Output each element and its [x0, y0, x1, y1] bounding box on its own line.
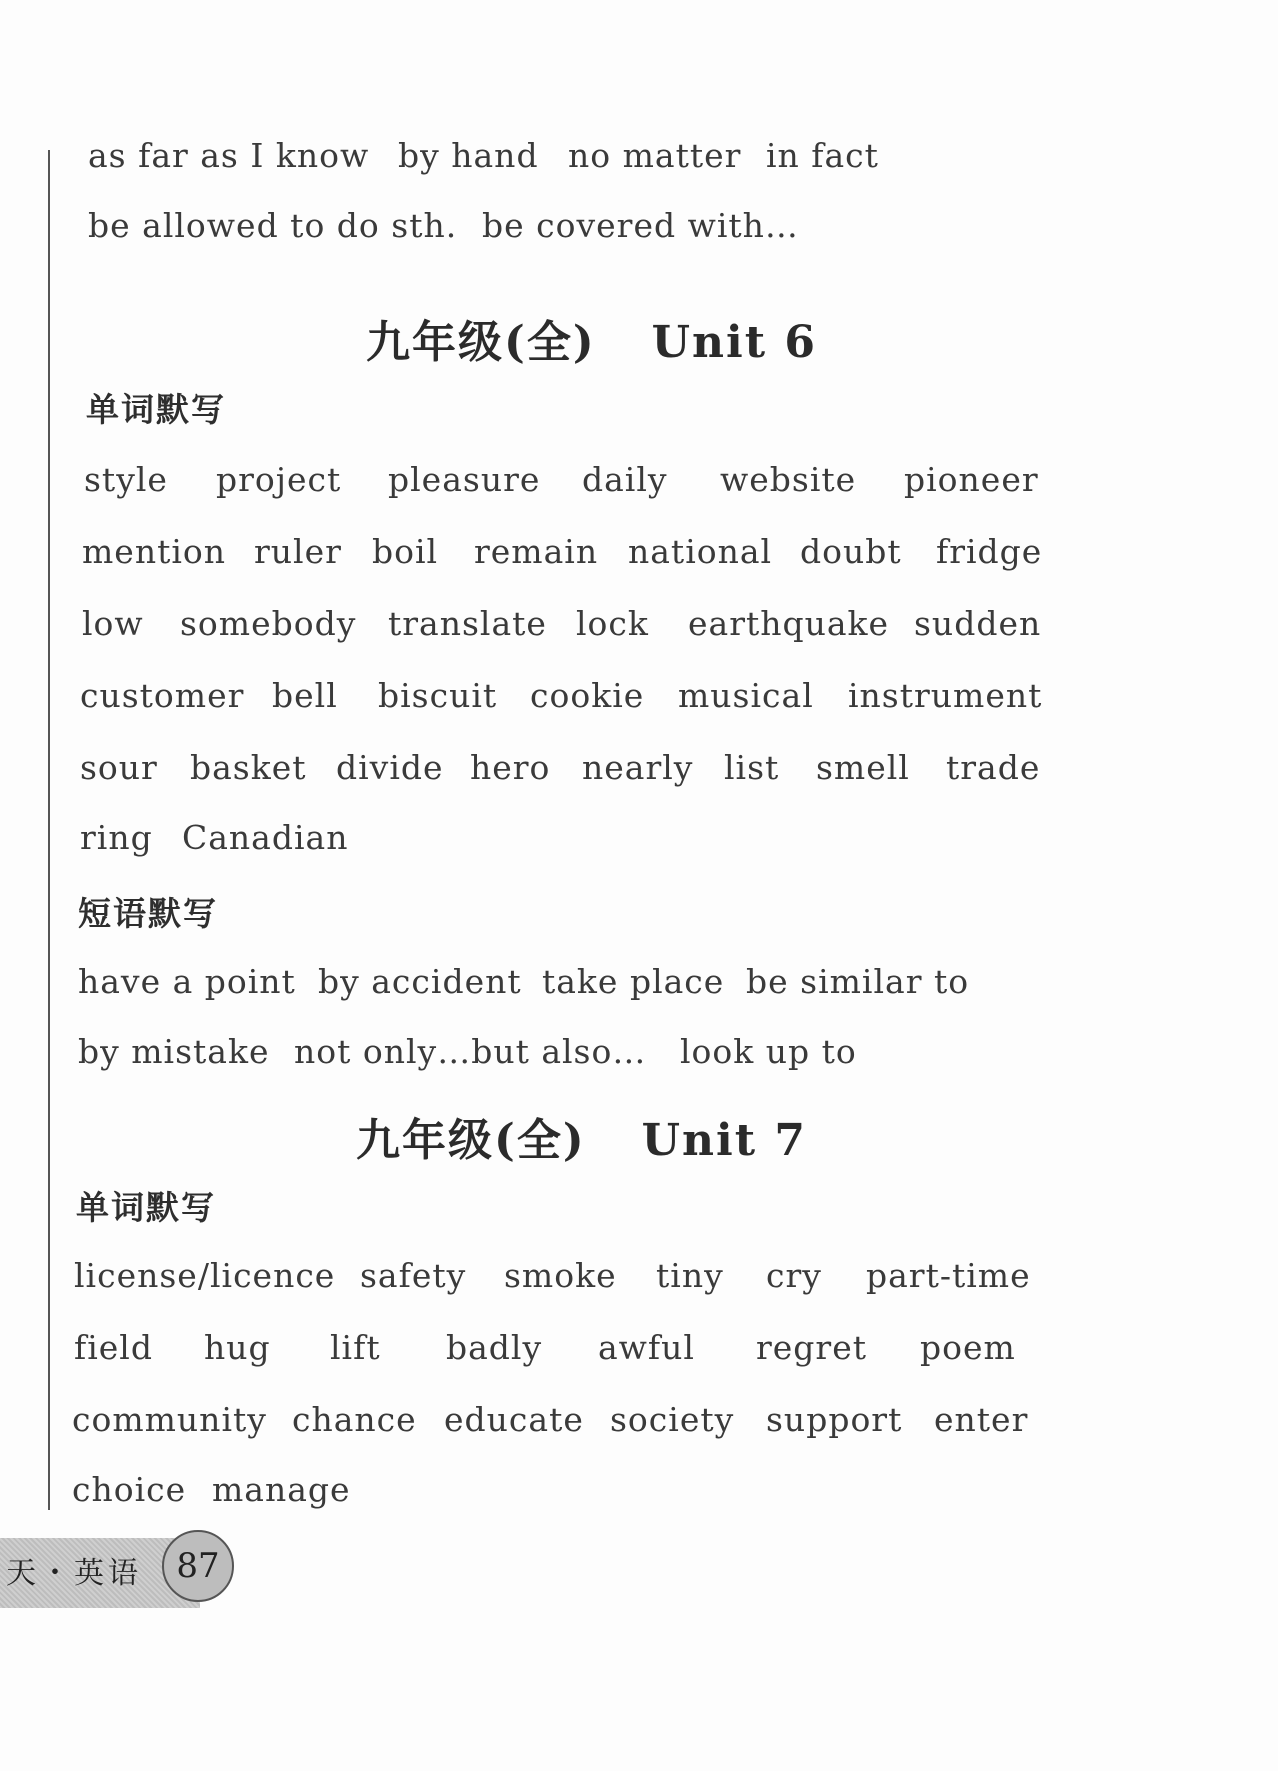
word: support	[766, 1400, 903, 1439]
word: hug	[204, 1328, 271, 1367]
word: safety	[360, 1256, 467, 1295]
phrase: no matter	[568, 136, 742, 175]
unit7-heading	[356, 1104, 807, 1168]
word: instrument	[848, 676, 1043, 715]
unit6-heading-cn: 九年级(全)	[366, 317, 596, 368]
word: fridge	[936, 532, 1043, 571]
word: society	[610, 1400, 735, 1439]
word: sudden	[914, 604, 1042, 643]
word: cookie	[530, 676, 645, 715]
word: style	[84, 460, 168, 499]
word: musical	[678, 676, 814, 715]
word: choice	[72, 1470, 187, 1509]
unit6-words-label: 单词默写	[86, 390, 226, 429]
word: website	[720, 460, 857, 499]
phrase: be covered with…	[482, 206, 799, 245]
word: ruler	[254, 532, 342, 571]
word: license/licence	[74, 1256, 336, 1295]
word: project	[216, 460, 342, 499]
word: smoke	[504, 1256, 617, 1295]
word: chance	[292, 1400, 417, 1439]
word: trade	[946, 748, 1041, 787]
word: list	[724, 748, 780, 787]
word: basket	[190, 748, 307, 787]
word: boil	[372, 532, 439, 571]
phrase: be similar to	[746, 962, 970, 1001]
phrase: by hand	[398, 136, 539, 175]
word: enter	[934, 1400, 1029, 1439]
word: regret	[756, 1328, 867, 1367]
word: awful	[598, 1328, 695, 1367]
word: lock	[576, 604, 649, 643]
word: field	[74, 1328, 153, 1367]
phrase: look up to	[680, 1032, 857, 1071]
phrase: not only…but also…	[294, 1032, 647, 1071]
phrase: as far as I know	[88, 136, 370, 175]
word: bell	[272, 676, 338, 715]
phrase: by accident	[318, 962, 522, 1001]
word: smell	[816, 748, 910, 787]
word: ring	[80, 818, 153, 857]
word: doubt	[800, 532, 902, 571]
unit6-phrases-label: 短语默写	[78, 894, 218, 933]
unit7-heading-cn: 九年级(全)	[356, 1115, 586, 1166]
phrase: in fact	[766, 136, 879, 175]
word: lift	[330, 1328, 381, 1367]
word: low	[82, 604, 144, 643]
word: cry	[766, 1256, 822, 1295]
word: divide	[336, 748, 444, 787]
phrase: by mistake	[78, 1032, 270, 1071]
phrase: be allowed to do sth.	[88, 206, 458, 245]
unit6-heading	[366, 306, 817, 370]
word: badly	[446, 1328, 543, 1367]
word: nearly	[582, 748, 694, 787]
phrase: take place	[542, 962, 725, 1001]
word: poem	[920, 1328, 1016, 1367]
word: sour	[80, 748, 158, 787]
word: biscuit	[378, 676, 498, 715]
unit6-heading-unit: Unit 6	[651, 317, 817, 368]
word: manage	[212, 1470, 351, 1509]
phrase: have a point	[78, 962, 296, 1001]
margin-line	[48, 150, 50, 1510]
word: daily	[582, 460, 668, 499]
word: translate	[388, 604, 547, 643]
word: Canadian	[182, 818, 349, 857]
word: mention	[82, 532, 227, 571]
word: pleasure	[388, 460, 541, 499]
word: remain	[474, 532, 599, 571]
footer-text: 天・英语	[6, 1556, 142, 1591]
word: tiny	[656, 1256, 724, 1295]
word: earthquake	[688, 604, 890, 643]
word: educate	[444, 1400, 584, 1439]
word: community	[72, 1400, 267, 1439]
unit7-words-label: 单词默写	[76, 1188, 216, 1227]
word: national	[628, 532, 773, 571]
page-number: 87	[162, 1530, 234, 1602]
unit7-heading-unit: Unit 7	[641, 1115, 807, 1166]
word: somebody	[180, 604, 357, 643]
word: customer	[80, 676, 245, 715]
word: part-time	[866, 1256, 1031, 1295]
word: hero	[470, 748, 551, 787]
word: pioneer	[904, 460, 1039, 499]
